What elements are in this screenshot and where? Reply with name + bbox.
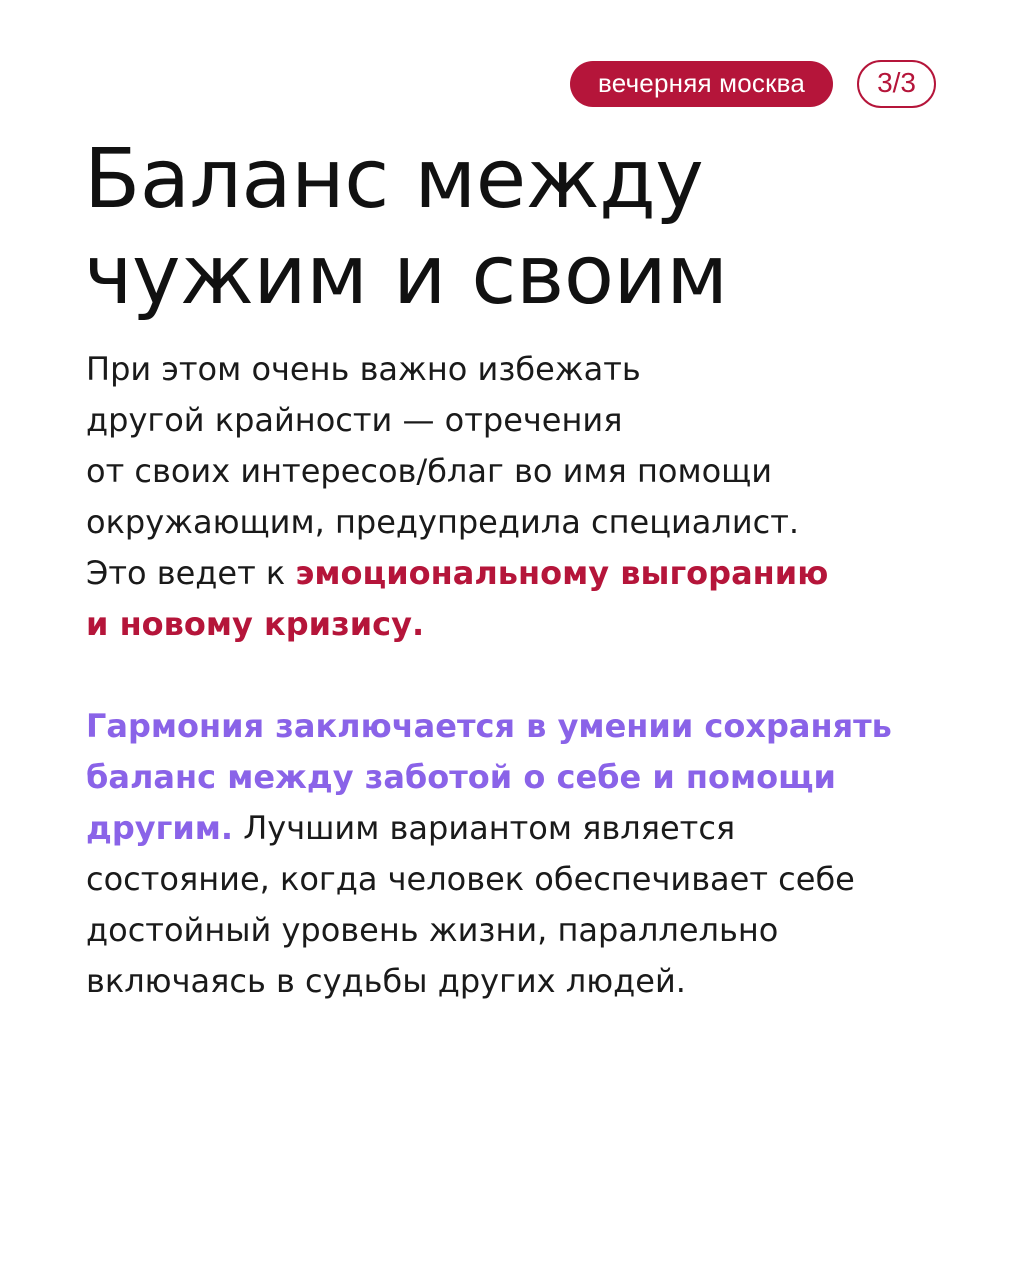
paragraph-2 xyxy=(86,701,966,1007)
title-line-2: чужим и своим xyxy=(84,228,728,323)
paragraph-1-line-2: другой крайности — отречения xyxy=(86,401,623,439)
header-badges xyxy=(570,60,936,108)
highlight-harmony-line-3: другим. xyxy=(86,809,234,847)
brand-badge: вечерняя москва xyxy=(570,61,833,107)
title-line-1: Баланс между xyxy=(84,132,704,227)
highlight-harmony-line-1: Гармония заключается в умении сохранять xyxy=(86,707,892,745)
highlight-burnout: эмоциональному выгоранию xyxy=(295,554,829,592)
paragraph-1 xyxy=(86,344,966,650)
paragraph-2-line-3-text: Лучшим вариантом является xyxy=(233,809,736,847)
paragraph-2-line-3 xyxy=(86,803,966,854)
highlight-crisis: и новому кризису. xyxy=(86,605,425,643)
paragraph-2-line-6: включаясь в судьбы других людей. xyxy=(86,962,686,1000)
paragraph-1-line-3: от своих интересов/благ во имя помощи xyxy=(86,452,773,490)
paragraph-1-line-5 xyxy=(86,548,966,599)
paragraph-2-line-4: состояние, когда человек обеспечивает себе xyxy=(86,860,855,898)
paragraph-1-line-4: окружающим, предупредила специалист. xyxy=(86,503,800,541)
paragraph-2-line-5: достойный уровень жизни, параллельно xyxy=(86,911,779,949)
paragraph-1-line-5-text: Это ведет к xyxy=(86,554,296,592)
highlight-harmony-line-2: баланс между заботой о себе и помощи xyxy=(86,758,836,796)
paragraph-1-line-1: При этом очень важно избежать xyxy=(86,350,641,388)
page-indicator: 3/3 xyxy=(857,60,936,108)
page-title xyxy=(84,132,964,324)
article-body xyxy=(86,344,966,1007)
